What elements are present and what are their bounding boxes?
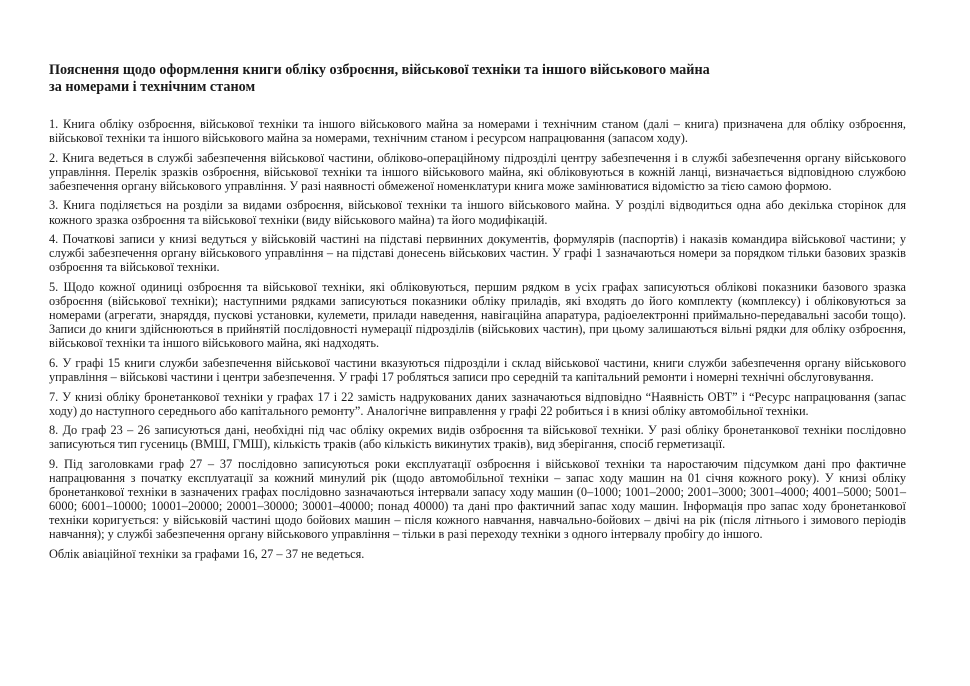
paragraph-9: 9. Під заголовками граф 27 – 37 послідовно записуються роки експлуатації озброєння і військової техніки та наростаючим підсумком дані про фактичне напрацювання з початку експлуатації за кожний минулий рік (щодо автомобільної техніки – запас ходу машин на 01 січня кожного року). У книзі обліку бронетанкової техніки в зазначених графах послідовно зазначаються інтервали запасу ходу машин (0–1000; 1001–2000; 2001–3000; 3001–4000; 4001–5000; 5001–6000; 6001–10000; 10001–20000; 20001–30000; 30001–40000; понад 40000) та дані про фактичний запас ходу машин. Інформація про запас ходу бронетанкової техніки коригується: у військовій частині щодо бойових машин – після кожного навчання, навчально-бойових – двічі на рік (після літнього і зимового періодів навчання); у службі забезпечення органу військового управління – тільки в разі переходу техніки з одного інтервалу пробігу до іншого. xyxy=(49,456,906,542)
document-title xyxy=(49,62,899,95)
paragraph-1: 1. Книга обліку озброєння, військової техніки та іншого військового майна за номерами і технічним станом (далі – книга) призначена для обліку озброєння, військової техніки та іншого військового майна за номерами, технічним станом і ресурсом напрацювання (запасом ходу). xyxy=(49,117,906,146)
paragraph-6: 6. У графі 15 книги служби забезпечення військової частини вказуються підрозділи і склад військової частини, книги служби забезпечення органу військового управління – військові частини і центри забезпечення. У графі 17 робляться записи про середній та капітальний ремонти і номерні технічні обслуговування. xyxy=(49,355,906,384)
paragraph-aviation-note: Облік авіаційної техніки за графами 16, 27 – 37 не ведеться. xyxy=(49,547,365,562)
document-body xyxy=(49,117,906,567)
document-title-line-1: Пояснення щодо оформлення книги обліку озброєння, військової техніки та іншого військового майна xyxy=(49,62,710,78)
paragraph-2: 2. Книга ведеться в службі забезпечення військової частини, обліково-операційному підрозділі центру забезпечення і в службі забезпечення органу військового управління. Перелік зразків озброєння, військової техніки та іншого військового майна, які обліковуються в кожній ланці, визначається відповідною службою забезпечення органу військового управління. У разі наявності обмеженої номенклатури книга може замінюватися відомістю за тією самою формою. xyxy=(49,150,906,193)
paragraph-5: 5. Щодо кожної одиниці озброєння та військової техніки, які обліковуються, першим рядком в усіх графах записуються облікові показники базового зразка озброєння (військової техніки); наступними рядками записуються показники обліку приладів, які входять до його комплекту (комплексу) і обліковуються за номерами (агрегати, знаряддя, пускові установки, кулемети, прилади наведення, навігаційна апаратура, радіоелектронні приймально-передавальні засоби тощо). Записи до книги здійснюються в прийнятій послідовності нумерації підрозділів (військових частин), при цьому залишаються вільні рядки для обліку озброєння, військової техніки та іншого військового майна, які надходять. xyxy=(49,279,906,351)
document-title-line-2: за номерами і технічним станом xyxy=(49,78,256,95)
paragraph-3: 3. Книга поділяється на розділи за видами озброєння, військової техніки та іншого військового майна. У розділі відводиться одна або декілька сторінок для кожного зразка озброєння та військової техніки (виду військового майна) та його модифікацій. xyxy=(49,198,906,227)
paragraph-4: 4. Початкові записи у книзі ведуться у військовій частині на підставі первинних документів, формулярів (паспортів) і наказів командира військової частини; у службі забезпечення органу військового управління – на підставі донесень військових частин. У графі 1 зазначаються номери за порядком тільки базових зразків озброєння та військової техніки. xyxy=(49,232,906,275)
paragraph-7: 7. У книзі обліку бронетанкової техніки у графах 17 і 22 замість надрукованих даних зазначаються відповідно “Наявність ОВТ” і “Ресурс напрацювання (запас ходу) до наступного середнього або капітального ремонту”. Аналогічне виправлення у графі 22 робиться і в книзі обліку автомобільної техніки. xyxy=(49,389,906,418)
paragraph-8: 8. До граф 23 – 26 записуються дані, необхідні під час обліку окремих видів озброєння та військової техніки. У разі обліку бронетанкової техніки послідовно записуються тип гусениць (ВМШ, ГМШ), кількість траків (або кількість викинутих траків), вид зберігання, спосіб герметизації. xyxy=(49,423,906,452)
